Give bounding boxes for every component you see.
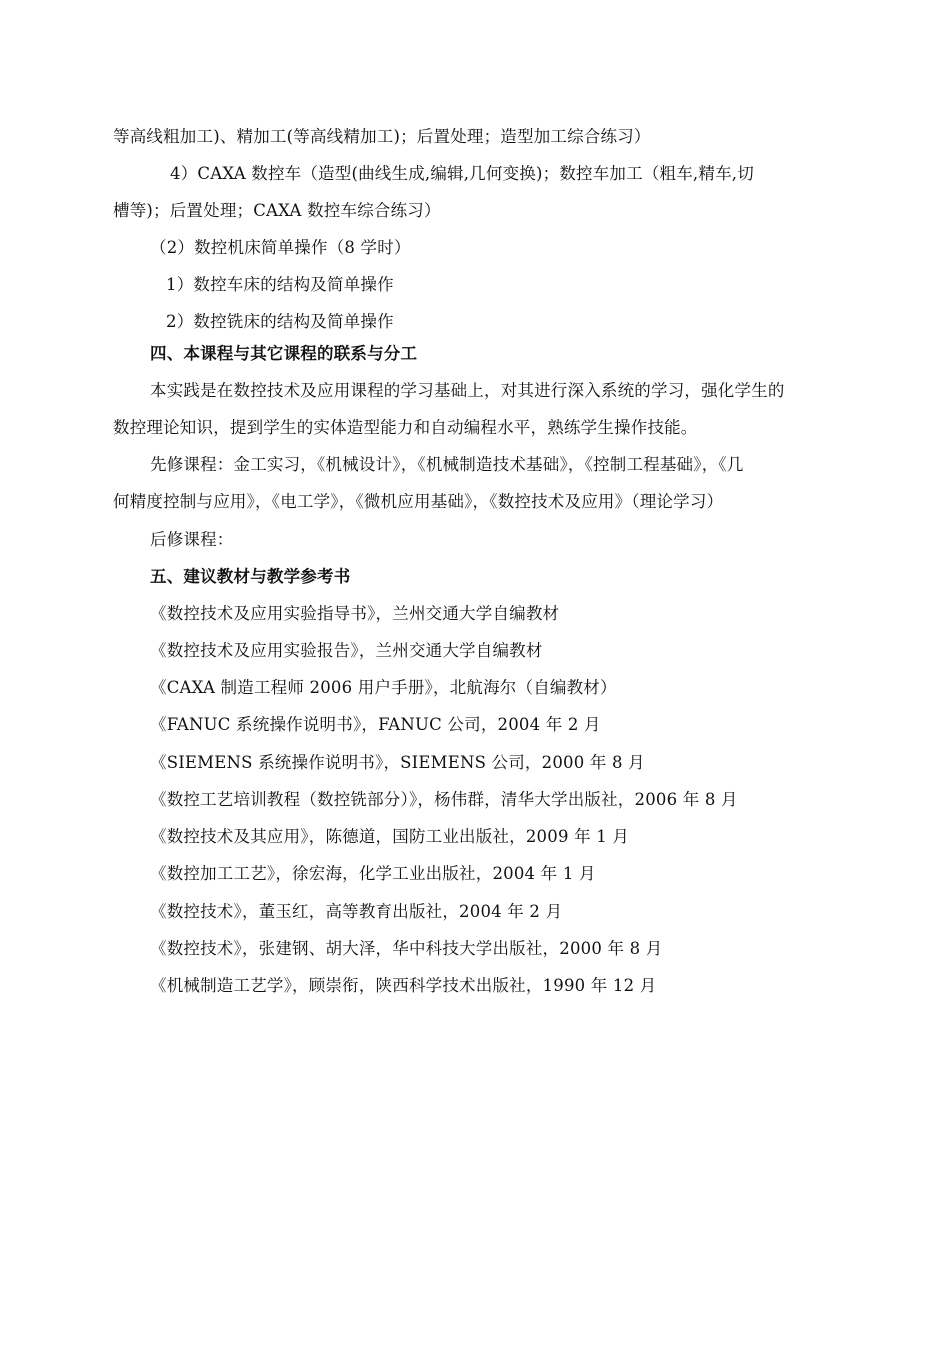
book-item: 《FANUC 系统操作说明书》，FANUC 公司，2004 年 2 月 (150, 715, 601, 734)
prerequisite-line: 先修课程：金工实习，《机械设计》，《机械制造技术基础》，《控制工程基础》，《几 (150, 455, 744, 474)
text-line: 4）CAXA 数控车（造型(曲线生成,编辑,几何变换)；数控车加工（粗车,精车,切 (170, 164, 754, 183)
paragraph-line: 数控理论知识，提到学生的实体造型能力和自动编程水平，熟练学生操作技能。 (113, 418, 698, 437)
followup-line: 后修课程： (150, 530, 234, 549)
prerequisite-line: 何精度控制与应用》，《电工学》，《微机应用基础》，《数控技术及应用》（理论学习） (113, 492, 724, 511)
book-item: 《SIEMENS 系统操作说明书》，SIEMENS 公司，2000 年 8 月 (150, 753, 645, 772)
text-line: 1）数控车床的结构及简单操作 (166, 275, 394, 294)
book-item: 《数控加工工艺》，徐宏海，化学工业出版社，2004 年 1 月 (150, 864, 596, 883)
text-line: 2）数控铣床的结构及简单操作 (166, 312, 394, 331)
book-item: 《机械制造工艺学》，顾崇衔，陕西科学技术出版社，1990 年 12 月 (150, 976, 657, 995)
text-line: 槽等)；后置处理；CAXA 数控车综合练习） (113, 201, 441, 220)
book-item: 《数控技术及应用实验指导书》，兰州交通大学自编教材 (150, 604, 560, 623)
book-item: 《数控工艺培训教程（数控铣部分）》，杨伟群，清华大学出版社，2006 年 8 月 (150, 790, 738, 809)
section-heading-5: 五、建议教材与教学参考书 (150, 567, 351, 586)
book-item: 《数控技术及应用实验报告》，兰州交通大学自编教材 (150, 641, 543, 660)
book-item: 《CAXA 制造工程师 2006 用户手册》，北航海尔（自编教材） (150, 678, 617, 697)
book-item: 《数控技术》，董玉红，高等教育出版社，2004 年 2 月 (150, 902, 563, 921)
text-line: （2）数控机床简单操作（8 学时） (150, 238, 411, 257)
paragraph-line: 本实践是在数控技术及应用课程的学习基础上，对其进行深入系统的学习，强化学生的 (150, 381, 785, 400)
section-heading-4: 四、本课程与其它课程的联系与分工 (150, 344, 418, 363)
book-item: 《数控技术及其应用》，陈德道，国防工业出版社，2009 年 1 月 (150, 827, 630, 846)
book-item: 《数控技术》，张建钢、胡大泽，华中科技大学出版社，2000 年 8 月 (150, 939, 663, 958)
text-line: 等高线粗加工)、精加工(等高线精加工)；后置处理；造型加工综合练习） (113, 127, 651, 146)
